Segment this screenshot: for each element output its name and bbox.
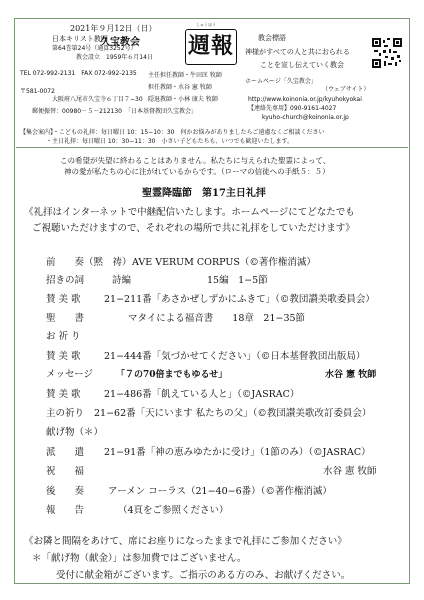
call-to-worship-content: 詩編 15編 1−5節 (112, 275, 268, 286)
pastor-assistant: 担任教師・水谷 憲 牧師 (148, 84, 212, 91)
footer-line-3: 受付に献金箱がございます。ご指示のある方のみ、お献げください。 (56, 570, 351, 581)
scripture-reading-label: 聖 書 (46, 313, 85, 324)
gathering-children: 【集会案内】・こどもの礼拝：毎日曜日 10：15−10：30 何かお悩みがありましたらご遠慮なくご相談ください (20, 129, 325, 136)
postlude-content: アーメン コーラス（21−40−6番）（©著作権消滅） (108, 486, 332, 497)
intro-line-1: 《礼拝はインターネットで中継配信いたします。ホームページにてどなたでも (24, 207, 355, 218)
message-title: 「７の70倍までもゆるせ」 (116, 370, 228, 380)
hymn-2-label: 賛 美 歌 (46, 351, 81, 362)
lords-prayer-label: 主の祈り (46, 408, 85, 419)
scripture-line-1: この希望が失望に終わることはありません。私たちに与えられた聖霊によって、 (60, 156, 331, 165)
service-title: 聖霊降臨節 第17主日礼拝 (142, 188, 266, 199)
qr-code-icon[interactable] (372, 38, 402, 68)
intro-line-2: ご視聴いただけますので、それぞれの場所で共に礼拝をしていただけます》 (32, 223, 355, 234)
homepage-label: ホームページ「久宝教会」 (245, 78, 317, 85)
church-address: 大阪府八尾市久宝寺６丁目７−30 (52, 96, 143, 103)
motto-line-1: 神様がすべての人と共におられる (245, 48, 350, 56)
issue-number: 第64巻第24号（通算3252号） (52, 45, 137, 52)
pastor-retired: 隠退教師・小林 康夫 牧師 (148, 96, 218, 103)
prelude-content: AVE VERUM CORPUS（©著作権消滅） (132, 257, 316, 268)
contact-phone: 【連絡先専用】090-9161-4027 (248, 105, 337, 112)
gathering-main: ・主日礼拝：毎日曜日 10：30−11：30 小さい子どもたちも、いつでも歓迎いたします。 (46, 138, 293, 145)
homepage-url[interactable]: http://www.koinonia.or.jp/kyuhokyokai (248, 96, 362, 103)
lords-prayer-content: 21−62番「天にいます 私たちの父」（©教団讃美歌改訂委員会） (94, 408, 372, 419)
bulletin-logo (185, 29, 237, 65)
footer-line-1: 《お隣と間隔をあけて、席にお座りになったままで礼拝にご参加ください》 (24, 536, 347, 547)
postal-transfer: 郵便振替：00980－５－212130 「日本基督教団久宝教会」 (32, 108, 197, 115)
issue-date: 2021年９月12日（日） (70, 24, 157, 33)
church-name: 久宝教会 (100, 37, 140, 48)
scripture-reading-content: マタイによる福音書 18章 21−35節 (128, 313, 306, 324)
zip-code: 〒581-0072 (20, 88, 55, 95)
bulletin-logo-text: 週報 (187, 34, 234, 59)
header-divider (16, 147, 408, 148)
footer-line-2: ＊「献げ物（献金）」は参加費ではございません。 (32, 553, 247, 564)
logo-ruby: しゅうほう (196, 22, 216, 27)
benediction-speaker: 水谷 憲 牧師 (323, 466, 377, 477)
announcements-label: 報 告 (46, 505, 85, 516)
call-to-worship-label: 招きの詞 (46, 275, 85, 286)
prelude-label: 前 奏（黙 祷） (46, 257, 132, 268)
hymn-3-content: 21−486番「飢えている人と」（©JASRAC） (104, 389, 300, 400)
sending-content: 21−91番「神の恵みゆたかに受け」（1節のみ）（©JASRAC） (104, 447, 371, 458)
offering-label: 献げ物（＊） (46, 427, 104, 438)
scripture-line-2: 神の愛が私たちの心に注がれているからです。（ローマの信徒への手紙５：５） (64, 167, 330, 176)
sending-label: 派 遣 (46, 447, 85, 458)
postlude-label: 後 奏 (46, 486, 85, 497)
hymn-1-label: 賛 美 歌 (46, 294, 81, 305)
hymn-3-label: 賛 美 歌 (46, 389, 81, 400)
message-label: メッセージ (46, 369, 93, 380)
prayer-label: お 祈 り (46, 331, 81, 342)
homepage-sub: （ウェブサイト） (322, 86, 370, 93)
tel-fax: TEL 072-992-2131 FAX 072-992-2135 (20, 70, 137, 77)
pastor-main: 主任担任教師・牛田匡 牧師 (148, 72, 222, 79)
benediction-label: 祝 福 (46, 466, 85, 477)
hymn-2-content: 21−444番「気づかせてください」（©日本基督教団出版局） (104, 351, 366, 362)
hymn-1-content: 21−211番「あさかぜしずかにふきて」（©教団讃美歌委員会） (104, 294, 375, 305)
founded-date: 教会設立 1959年６月14日 (76, 54, 153, 61)
contact-email[interactable]: kyuho-church@koinonia.or.jp (262, 114, 349, 121)
message-speaker: 水谷 憲 牧師 (325, 370, 377, 380)
motto-line-2: ことを宣し伝えていく教会 (260, 61, 344, 69)
motto-label: 教会標語 (258, 34, 286, 42)
org-line: 日本キリスト教団 (52, 35, 108, 43)
announcements-content: （4頁をご参照ください） (118, 505, 229, 516)
